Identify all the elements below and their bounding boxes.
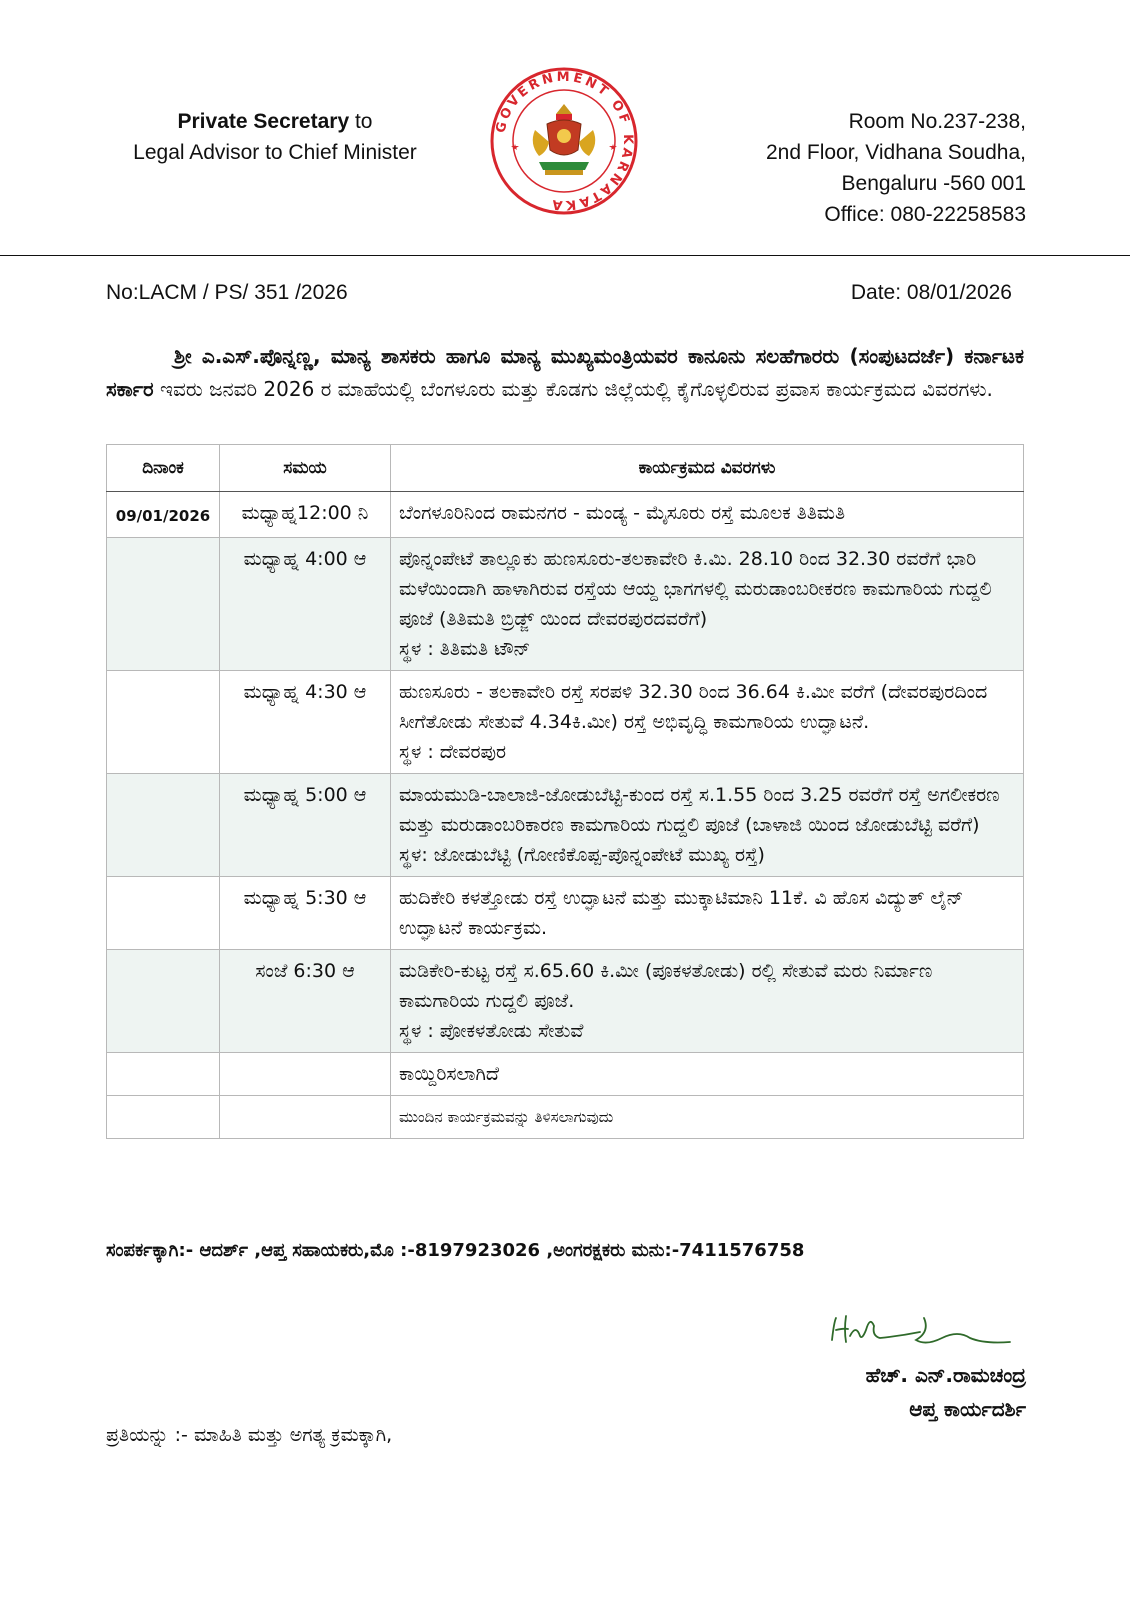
header-divider (0, 255, 1130, 256)
table-row (107, 877, 1024, 950)
government-seal-icon (487, 64, 641, 218)
header-time: ಸಮಯ (220, 445, 391, 492)
letter-date: Date: 08/01/2026 (850, 281, 1012, 304)
detail-line: ಬೆಂಗಳೂರಿನಿಂದ ರಾಮನಗರ - ಮಂಡ್ಯ - ಮೈಸೂರು ರಸ್ತೆ ಮೂಲಕ ತಿತಿಮತಿ (399, 502, 846, 524)
row-date (107, 538, 220, 671)
row-time: ಮಧ್ಯಾಹ್ನ 4:30 ಆ (220, 671, 391, 774)
copy-to-line: ಪ್ರತಿಯನ್ನು :- ಮಾಹಿತಿ ಮತ್ತು ಅಗತ್ಯ ಕ್ರಮಕ್ಕಾಗಿ, (106, 1424, 393, 1446)
row-date (107, 950, 220, 1053)
row-date (107, 774, 220, 877)
row-details (391, 1053, 1024, 1096)
row-date: 09/01/2026 (107, 492, 220, 538)
row-details (391, 671, 1024, 774)
footer-empty-cell (107, 1096, 220, 1139)
footer-empty-cell (220, 1096, 391, 1139)
letterhead-left (100, 106, 450, 168)
row-details (391, 950, 1024, 1053)
header-details: ಕಾರ್ಯಕ್ರಮದ ವಿವರಗಳು (391, 445, 1024, 492)
row-date (107, 671, 220, 774)
signature-icon (826, 1310, 1016, 1360)
row-time: ಮಧ್ಯಾಹ್ನ 4:00 ಆ (220, 538, 391, 671)
table-row (107, 774, 1024, 877)
detail-line: ಪೊನ್ನಂಪೇಟೆ ತಾಲ್ಲೂಕು ಹುಣಸೂರು-ತಲಕಾವೇರಿ ಕಿ.ಮಿ. 28.10 ರಿಂದ 32.30 ರವರೆಗೆ ಭಾರಿ ಮಳೆಯಿಂದಾಗಿ ಹಾಳಾಗಿರುವ ರಸ್ತೆಯ ಆಯ್ದ ಭಾಗಗಳಲ್ಲಿ ಮರುಡಾಂಬರೀಕರಣ ಕಾಮಗಾರಿಯ ಗುದ್ದಲಿ ಪೂಜೆ (ತಿತಿಮತಿ ಬ್ರಿಡ್ಜ್ ಯಿಂದ ದೇವರಪುರದವರೆಗೆ) (399, 548, 992, 630)
table-row (107, 950, 1024, 1053)
row-details (391, 492, 1024, 538)
detail-line: ಕಾಯ್ದಿರಿಸಲಾಗಿದೆ (399, 1063, 499, 1085)
office-address (766, 106, 1026, 230)
table-row (107, 492, 1024, 538)
footer-note: ಮುಂದಿನ ಕಾರ್ಯಕ್ರಮವನ್ನು ತಿಳಿಸಲಾಗುವುದು (391, 1096, 1024, 1139)
reference-number: No:LACM / PS/ 351 /2026 (106, 281, 348, 304)
signatory-designation: ಆಪ್ತ ಕಾರ್ಯದರ್ಶಿ (909, 1397, 1026, 1421)
sender-title: Private Secretary to (177, 110, 373, 133)
row-details (391, 774, 1024, 877)
row-details (391, 877, 1024, 950)
sender-subtitle: Legal Advisor to Chief Minister (133, 141, 417, 164)
signatory-name: ಹೆಚ್. ಎನ್.ರಾಮಚಂದ್ರ (865, 1363, 1026, 1387)
intro-paragraph: ಶ್ರೀ ಎ.ಎಸ್.ಪೊನ್ನಣ್ಣ, ಮಾನ್ಯ ಶಾಸಕರು ಹಾಗೂ ಮಾನ್ಯ ಮುಖ್ಯಮಂತ್ರಿಯವರ ಕಾನೂನು ಸಲಹೆಗಾರರು (ಸಂಪುಟದರ್ಜೆ) ಕರ್ನಾಟಕ ಸರ್ಕಾರ ಇವರು ಜನವರಿ 2026 ರ ಮಾಹೆಯಲ್ಲಿ ಬೆಂಗಳೂರು ಮತ್ತು ಕೊಡಗು ಜಿಲ್ಲೆಯಲ್ಲಿ ಕೈಗೊಳ್ಳಲಿರುವ ಪ್ರವಾಸ ಕಾರ್ಯಕ್ರಮದ ವಿವರಗಳು. (106, 344, 1024, 401)
table-row (107, 1053, 1024, 1096)
schedule-table (106, 444, 1024, 1139)
address-line: 2nd Floor, Vidhana Soudha, (766, 141, 1026, 164)
svg-text:GOVERNMENT OF KARNATAKA: GOVERNMENT OF KARNATAKA (493, 69, 636, 213)
detail-line: ಹುದಿಕೇರಿ ಕಳತ್ತೋಡು ರಸ್ತೆ ಉದ್ಘಾಟನೆ ಮತ್ತು ಮುಕ್ಕಾಟಿಮಾನಿ 11ಕೆ. ವಿ ಹೊಸ ವಿದ್ಯುತ್ ಲೈನ್ ಉದ್ಘಾಟನೆ ಕಾರ್ಯಕ್ರಮ. (399, 887, 964, 939)
detail-location: ಸ್ಥಳ : ತಿತಿಮತಿ ಟೌನ್ (399, 638, 531, 660)
emblem-icon (533, 104, 596, 175)
signatory-block (866, 1358, 1026, 1426)
address-line: Room No.237-238, (848, 110, 1026, 133)
row-date (107, 877, 220, 950)
row-time: ಮಧ್ಯಾಹ್ನ 5:00 ಆ (220, 774, 391, 877)
row-time: ಮಧ್ಯಾಹ್ನ12:00 ನಿ (220, 492, 391, 538)
office-phone: Office: 080-22258583 (824, 203, 1026, 226)
address-line: Bengaluru -560 001 (841, 172, 1026, 195)
row-date (107, 1053, 220, 1096)
detail-line: ಮಡಿಕೇರಿ-ಕುಟ್ಟ ರಸ್ತೆ ಸ.65.60 ಕಿ.ಮೀ (ಪೂಕಳತೋಡು) ರಲ್ಲಿ ಸೇತುವೆ ಮರು ನಿರ್ಮಾಣ ಕಾಮಗಾರಿಯ ಗುದ್ದಲಿ ಪೂಜೆ. (399, 960, 933, 1012)
table-row (107, 671, 1024, 774)
row-time: ಸಂಜೆ 6:30 ಆ (220, 950, 391, 1053)
header-date: ದಿನಾಂಕ (107, 445, 220, 492)
row-details (391, 538, 1024, 671)
table-header-row (107, 445, 1024, 492)
detail-location: ಸ್ಥಳ : ಪೋಕಳತೋಡು ಸೇತುವೆ (399, 1020, 584, 1042)
detail-location: ಸ್ಥಳ : ದೇವರಪುರ (399, 741, 507, 763)
detail-line: ಹುಣಸೂರು - ತಲಕಾವೇರಿ ರಸ್ತೆ ಸರಪಳಿ 32.30 ರಿಂದ 36.64 ಕಿ.ಮೀ ವರೆಗೆ (ದೇವರಪುರದಿಂದ ಸೀಗೆತೋಡು ಸೇತುವೆ 4.34ಕಿ.ಮೀ) ರಸ್ತೆ ಅಭಿವೃದ್ಧಿ ಕಾಮಗಾರಿಯ ಉದ್ಘಾಟನೆ. (399, 681, 988, 733)
contact-line: ಸಂಪರ್ಕಕ್ಕಾಗಿ:- ಆದರ್ಶ್ ,ಆಪ್ತ ಸಹಾಯಕರು,ಮೊ :-8197923026 ,ಅಂಗರಕ್ಷಕರು ಮನು:-7411576758 (106, 1240, 805, 1261)
table-footer-row (107, 1096, 1024, 1139)
table-row (107, 538, 1024, 671)
row-time (220, 1053, 391, 1096)
detail-line: ಮಾಯಮುಡಿ-ಬಾಲಾಜಿ-ಜೋಡುಬೆಟ್ಟಿ-ಕುಂದ ರಸ್ತೆ ಸ.1.55 ರಿಂದ 3.25 ರವರೆಗೆ ರಸ್ತೆ ಅಗಲೀಕರಣ ಮತ್ತು ಮರುಡಾಂಬರಿಕಾರಣ ಕಾಮಗಾರಿಯ ಗುದ್ದಲಿ ಪೂಜೆ (ಬಾಳಾಜಿ ಯಿಂದ ಜೋಡುಬೆಟ್ಟಿ ವರೆಗೆ) (399, 784, 1000, 836)
row-time: ಮಧ್ಯಾಹ್ನ 5:30 ಆ (220, 877, 391, 950)
detail-location: ಸ್ಥಳ: ಜೋಡುಬೆಟ್ಟಿ (ಗೋಣಿಕೊಪ್ಪ-ಪೊನ್ನಂಪೇಟೆ ಮುಖ್ಯ ರಸ್ತೆ) (399, 844, 765, 866)
